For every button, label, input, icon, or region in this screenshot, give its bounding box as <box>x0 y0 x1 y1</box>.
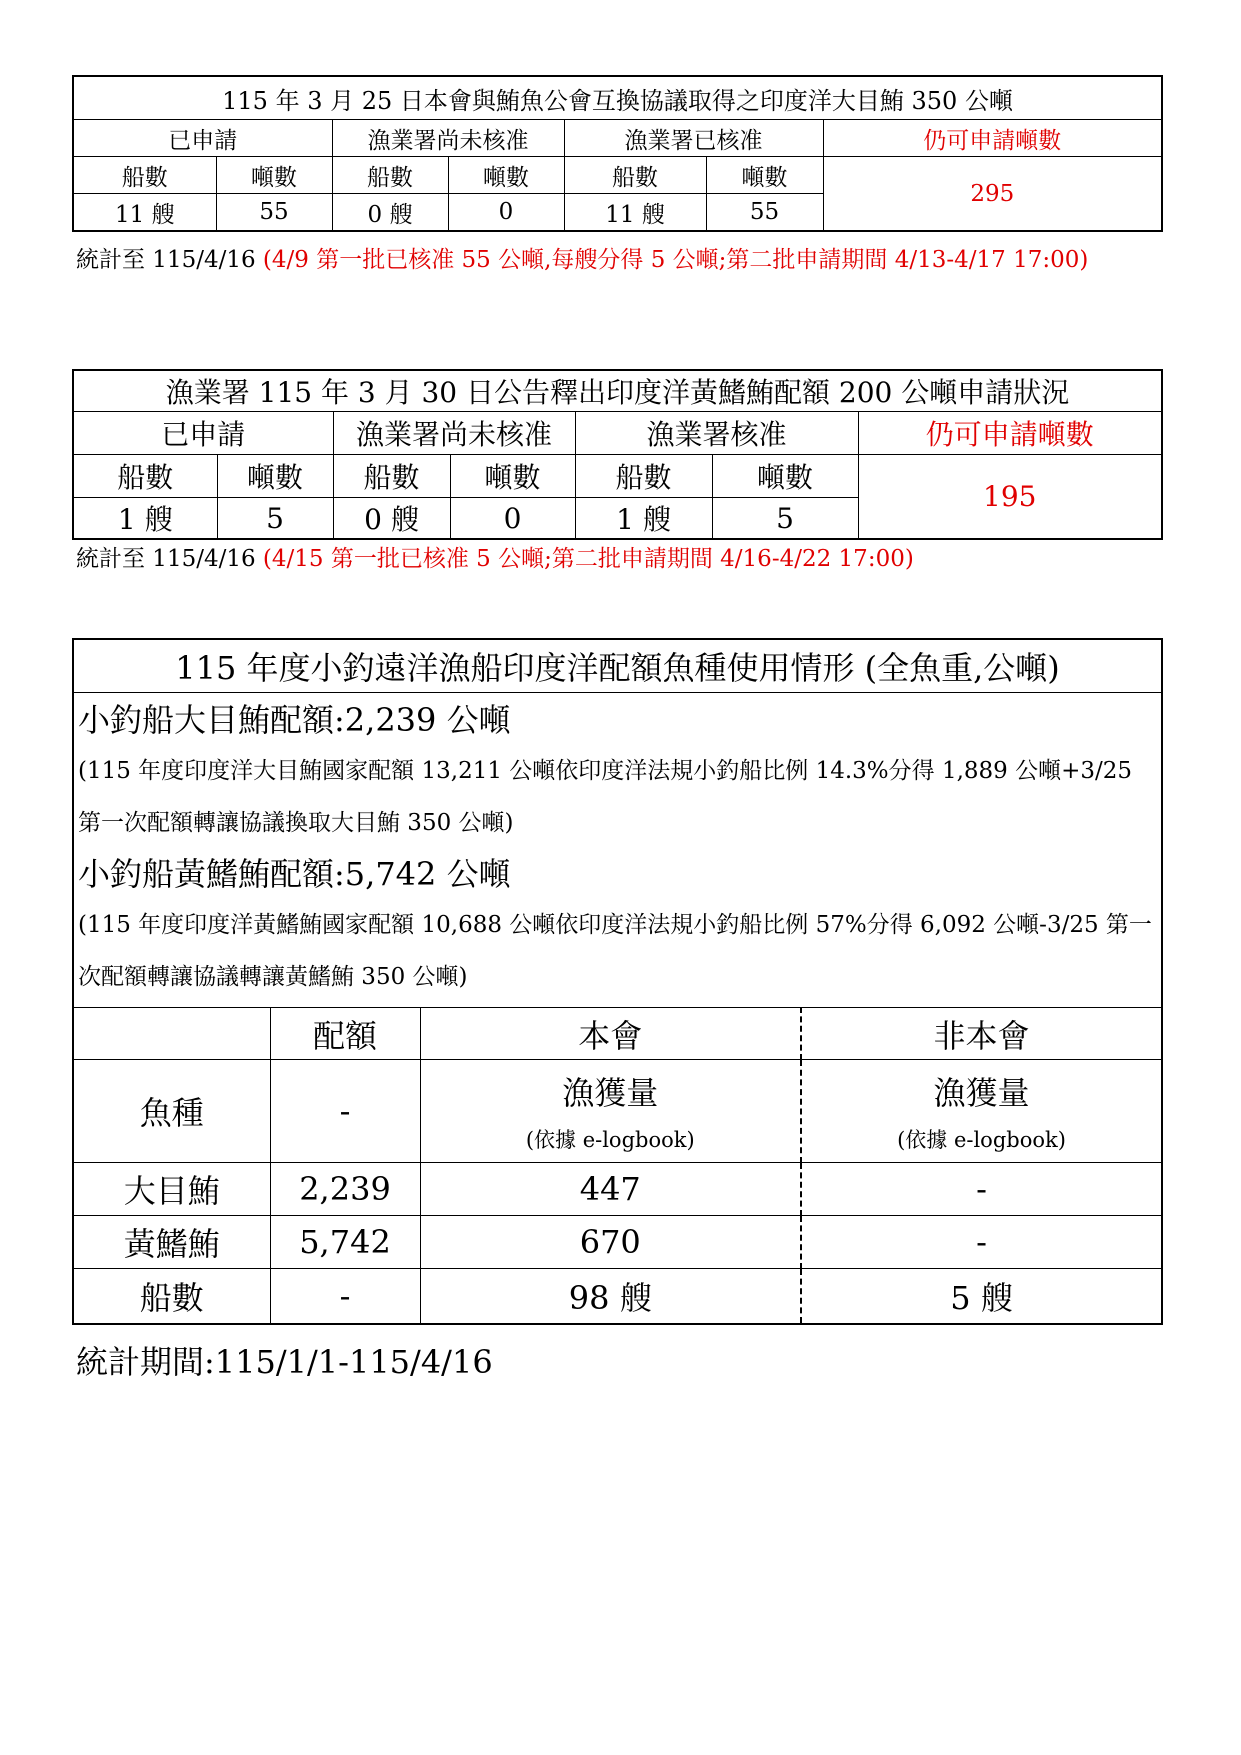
row-quota: 2,239 <box>270 1163 420 1216</box>
remaining-value: 295 <box>823 157 1162 232</box>
row-name: 黃鰭鮪 <box>73 1216 270 1269</box>
quota-dash: - <box>270 1060 420 1163</box>
row-member: 98 艘 <box>420 1269 801 1324</box>
row-name: 大目鮪 <box>73 1163 270 1216</box>
row-name: 船數 <box>73 1269 270 1324</box>
quota-usage-table <box>72 638 1163 1325</box>
stats-note-2 <box>76 542 1176 577</box>
stats-note-1 <box>76 243 1176 278</box>
catch-note: (依據 e-logbook) <box>525 1128 695 1152</box>
head-nonmember: 非本會 <box>801 1008 1162 1060</box>
col-boats: 船數 <box>564 157 706 194</box>
col-tons: 噸數 <box>217 455 333 498</box>
col-boats: 船數 <box>73 157 216 194</box>
yellowfin-quota-detail: (115 年度印度洋黃鰭鮪國家配額 10,688 公噸依印度洋法規小釣船比例 57%分得 6,092 公噸-3/25 第一次配額轉讓協議轉讓黃鰭鮪 350 公噸) <box>78 912 1152 990</box>
row-quota: - <box>270 1269 420 1324</box>
table-title: 115 年 3 月 25 日本會與鮪魚公會互換協議取得之印度洋大目鮪 350 公噸 <box>73 76 1162 120</box>
catch-label: 漁獲量 <box>933 1074 1030 1112</box>
pending-boats: 0 艘 <box>332 194 448 232</box>
group-applied: 已申請 <box>73 120 332 157</box>
stats-period: 統計期間:115/1/1-115/4/16 <box>76 1343 493 1381</box>
member-catch-header <box>420 1060 801 1163</box>
remaining-label: 仍可申請噸數 <box>858 412 1162 455</box>
head-member: 本會 <box>420 1008 801 1060</box>
col-tons: 噸數 <box>450 455 575 498</box>
head-quota: 配額 <box>270 1008 420 1060</box>
group-applied: 已申請 <box>73 412 333 455</box>
bigeye-exchange-table <box>72 75 1163 232</box>
pending-boats: 0 艘 <box>333 498 450 540</box>
empty-header-cell <box>73 1008 270 1060</box>
approved-tons: 5 <box>712 498 858 540</box>
col-tons: 噸數 <box>706 157 823 194</box>
col-boats: 船數 <box>333 455 450 498</box>
species-label: 魚種 <box>73 1060 270 1163</box>
pending-tons: 0 <box>450 498 575 540</box>
col-tons: 噸數 <box>216 157 332 194</box>
col-boats: 船數 <box>73 455 217 498</box>
note-prefix: 統計至 115/4/16 <box>76 546 256 572</box>
bigeye-quota-detail: (115 年度印度洋大目鮪國家配額 13,211 公噸依印度洋法規小釣船比例 14.3%分得 1,889 公噸+3/25 第一次配額轉讓協議換取大目鮪 350 公噸) <box>78 758 1133 836</box>
nonmember-catch-header <box>801 1060 1162 1163</box>
note-detail: (4/15 第一批已核准 5 公噸;第二批申請期間 4/16-4/22 17:00) <box>262 546 914 572</box>
applied-tons: 55 <box>216 194 332 232</box>
bigeye-quota: 小釣船大目鮪配額:2,239 公噸 <box>78 701 511 739</box>
col-boats: 船數 <box>575 455 712 498</box>
row-member: 670 <box>420 1216 801 1269</box>
yellowfin-release-table <box>72 369 1163 540</box>
col-tons: 噸數 <box>712 455 858 498</box>
group-approved: 漁業署已核准 <box>564 120 823 157</box>
quota-info <box>73 693 1162 1008</box>
row-member: 447 <box>420 1163 801 1216</box>
remaining-value: 195 <box>858 455 1162 540</box>
note-prefix: 統計至 115/4/16 <box>76 247 256 273</box>
col-boats: 船數 <box>332 157 448 194</box>
applied-boats: 1 艘 <box>73 498 217 540</box>
group-approved: 漁業署核准 <box>575 412 858 455</box>
approved-tons: 55 <box>706 194 823 232</box>
catch-label: 漁獲量 <box>562 1074 659 1112</box>
yellowfin-quota: 小釣船黃鰭鮪配額:5,742 公噸 <box>78 855 511 893</box>
row-nonmember: - <box>801 1163 1162 1216</box>
table-title: 漁業署 115 年 3 月 30 日公告釋出印度洋黃鰭鮪配額 200 公噸申請狀況 <box>73 370 1162 412</box>
group-pending: 漁業署尚未核准 <box>332 120 564 157</box>
remaining-label: 仍可申請噸數 <box>823 120 1162 157</box>
row-nonmember: - <box>801 1216 1162 1269</box>
approved-boats: 11 艘 <box>564 194 706 232</box>
applied-tons: 5 <box>217 498 333 540</box>
table-title: 115 年度小釣遠洋漁船印度洋配額魚種使用情形 (全魚重,公噸) <box>73 639 1162 693</box>
applied-boats: 11 艘 <box>73 194 216 232</box>
group-pending: 漁業署尚未核准 <box>333 412 575 455</box>
col-tons: 噸數 <box>448 157 564 194</box>
catch-note: (依據 e-logbook) <box>897 1128 1066 1152</box>
pending-tons: 0 <box>448 194 564 232</box>
row-nonmember: 5 艘 <box>801 1269 1162 1324</box>
row-quota: 5,742 <box>270 1216 420 1269</box>
approved-boats: 1 艘 <box>575 498 712 540</box>
note-detail: (4/9 第一批已核准 55 公噸,每艘分得 5 公噸;第二批申請期間 4/13-4/17 17:00) <box>262 247 1089 273</box>
